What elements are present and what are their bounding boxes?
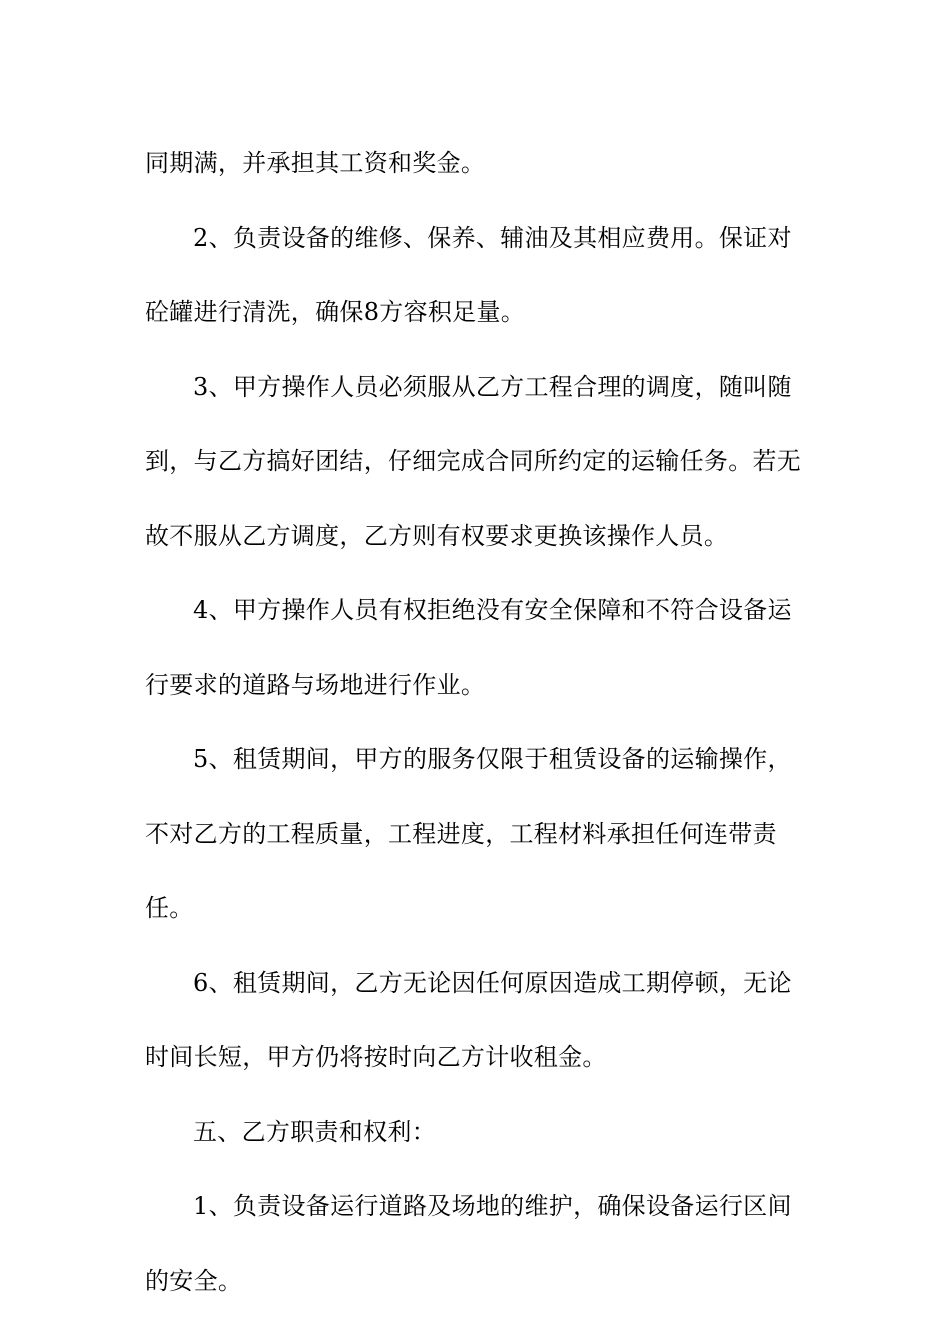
paragraph-item-2: 2、负责设备的维修、保养、辅油及其相应费用。保证对砼罐进行清洗，确保8方容积足量。 [145, 223, 792, 326]
paragraph-item-3: 3、甲方操作人员必须服从乙方工程合理的调度，随叫随到，与乙方搞好团结，仔细完成合同所约定的运输任务。若无故不服从乙方调度，乙方则有权要求更换该操作人员。 [145, 372, 802, 550]
section-heading-party-b-duties: 五、乙方职责和权利： [193, 1117, 436, 1146]
paragraph-item-6: 6、租赁期间，乙方无论因任何原因造成工期停顿，无论时间长短，甲方仍将按时向乙方计收租金。 [145, 968, 792, 1071]
paragraph-continuation: 同期满，并承担其工资和奖金。 [145, 149, 486, 177]
document-body [145, 126, 810, 1318]
paragraph-party-b-item-1: 1、负责设备运行道路及场地的维护，确保设备运行区间的安全。 [145, 1192, 792, 1295]
paragraph-item-4: 4、甲方操作人员有权拒绝没有安全保障和不符合设备运行要求的道路与场地进行作业。 [145, 596, 792, 699]
paragraph-item-5: 5、租赁期间，甲方的服务仅限于租赁设备的运输操作，不对乙方的工程质量，工程进度，工程材料承担任何连带责任。 [145, 745, 792, 922]
